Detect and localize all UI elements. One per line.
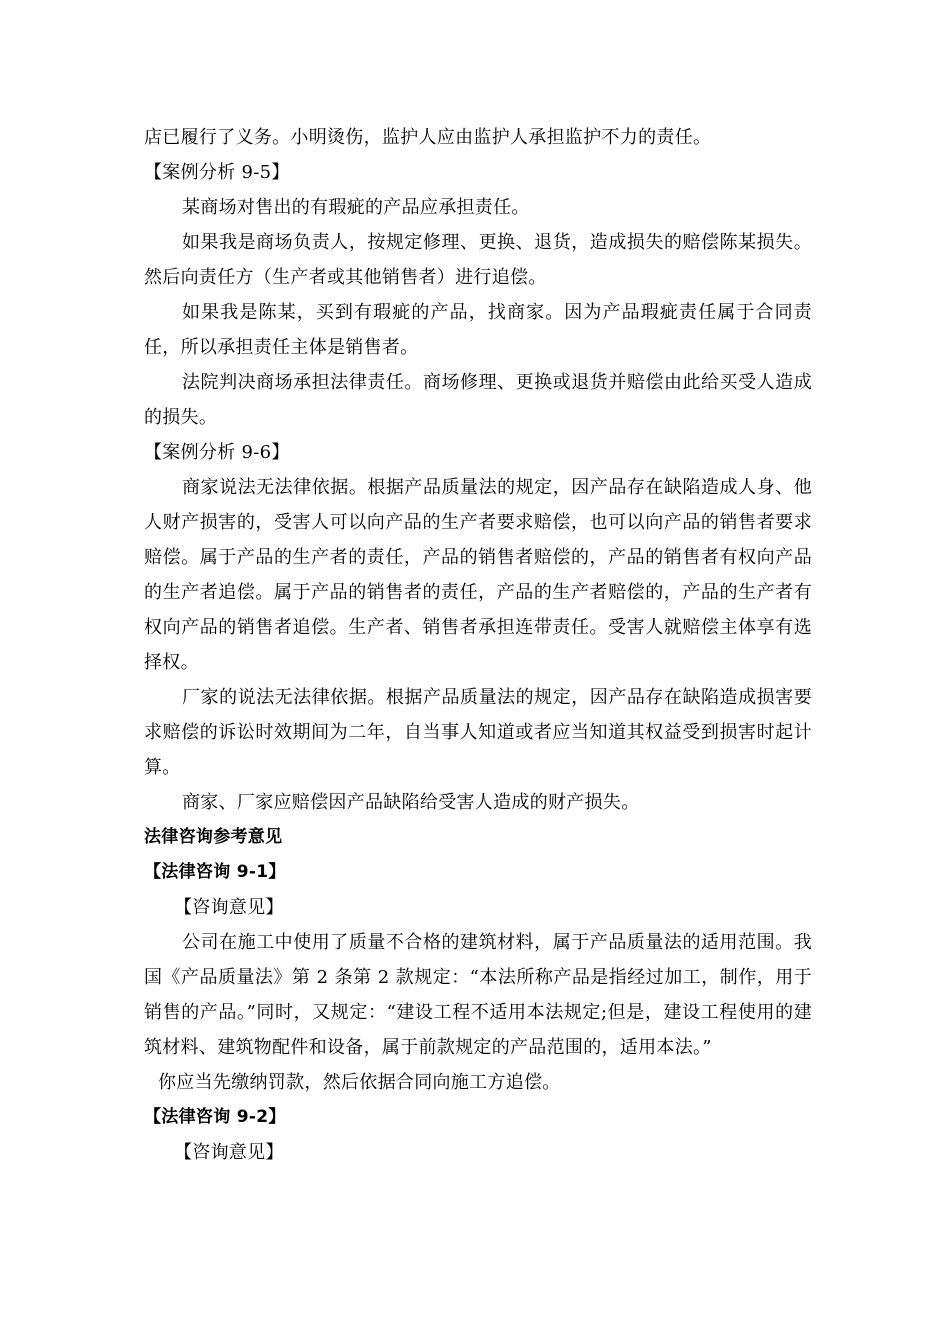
paragraph: 如果我是陈某，买到有瑕疵的产品，找商家。因为产品瑕疵责任属于合同责任，所以承担责任主体是销售者。: [144, 302, 812, 358]
paragraph: 商家、厂家应赔偿因产品缺陷给受害人造成的财产损失。: [182, 792, 640, 813]
paragraph: 你应当先缴纳罚款，然后依据合同向施工方追偿。: [158, 1072, 561, 1093]
consult-label: 【咨询意见】: [174, 1142, 284, 1163]
paragraph: 法院判决商场承担法律责任。商场修理、更换或退货并赔偿由此给买受人造成的损失。: [144, 372, 812, 428]
paragraph: 某商场对售出的有瑕疵的产品应承担责任。: [182, 197, 530, 218]
consult-heading-9-2: 【法律咨询 9-2】: [144, 1107, 286, 1127]
consult-heading-9-1: 【法律咨询 9-1】: [144, 862, 286, 882]
section-heading: 法律咨询参考意见: [144, 827, 283, 847]
paragraph: 商家说法无法律依据。根据产品质量法的规定，因产品存在缺陷造成人身、他人财产损害的，受害人可以向产品的生产者要求赔偿，也可以向产品的销售者要求赔偿。属于产品的生产者的责任，产品的销售者赔偿的，产品的销售者有权向产品的生产者追偿。属于产品的销售者的责任，产品的生产者赔偿的，产品的生产者有权向产品的销售者追偿。生产者、销售者承担连带责任。受害人就赔偿主体享有选择权。: [144, 477, 812, 673]
paragraph: 公司在施工中使用了质量不合格的建筑材料，属于产品质量法的适用范围。我国《产品质量法》第 2 条第 2 款规定：“本法所称产品是指经过加工，制作，用于销售的产品。”同时，又规定：“建设工程不适用本法规定;但是，建设工程使用的建筑材料、建筑物配件和设备，属于前款规定的产品范围的，适用本法。”: [144, 932, 812, 1058]
case-heading-9-6: 【案例分析 9-6】: [144, 442, 290, 463]
case-heading-9-5: 【案例分析 9-5】: [144, 162, 290, 183]
document-body: [144, 120, 812, 1170]
paragraph-continuation: 店已履行了义务。小明烫伤，监护人应由监护人承担监护不力的责任。: [144, 127, 712, 148]
consult-label: 【咨询意见】: [174, 897, 284, 918]
paragraph: 如果我是商场负责人，按规定修理、更换、退货，造成损失的赔偿陈某损失。然后向责任方（生产者或其他销售者）进行追偿。: [144, 232, 812, 288]
paragraph: 厂家的说法无法律依据。根据产品质量法的规定，因产品存在缺陷造成损害要求赔偿的诉讼时效期间为二年，自当事人知道或者应当知道其权益受到损害时起计算。: [144, 687, 812, 778]
